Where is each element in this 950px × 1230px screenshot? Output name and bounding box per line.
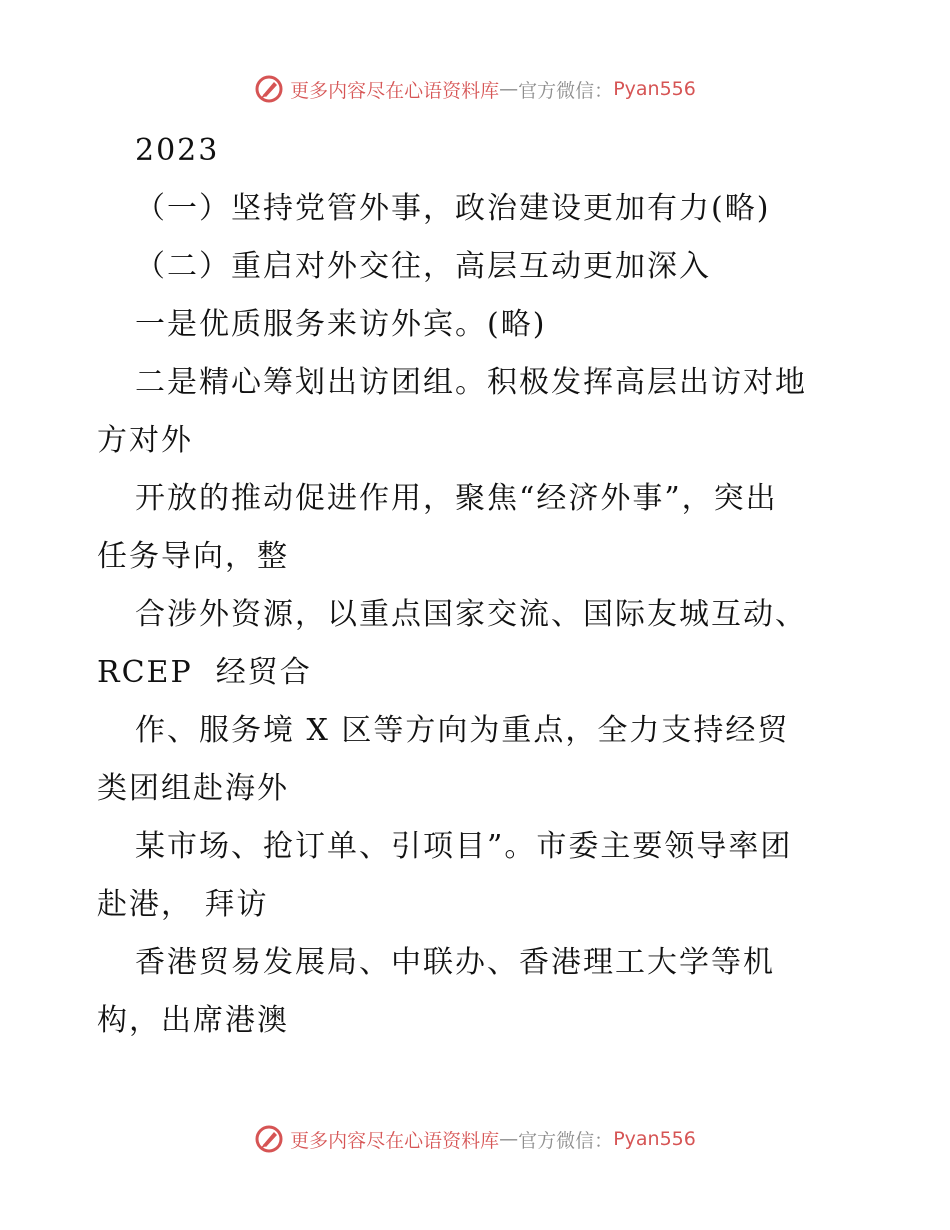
doc-line: 某市场、抢订单、引项目”。市委主要领导率团 [135, 829, 793, 864]
watermark-separator: — [499, 78, 519, 100]
doc-line-year: 2023 [135, 133, 220, 168]
watermark-text: 更多内容尽在心语资料库 [290, 79, 500, 102]
pen-logo-icon [254, 1124, 284, 1154]
doc-line: 构，出席港澳 [97, 1003, 289, 1038]
doc-line: 类团组赴海外 [97, 771, 289, 806]
watermark-label: 官方微信： [518, 79, 614, 102]
doc-line-heading-1: （一）坚持党管外事，政治建设更加有力(略) [135, 191, 771, 226]
doc-line: 香港贸易发展局、中联办、香港理工大学等机 [135, 945, 775, 980]
doc-line: 合涉外资源，以重点国家交流、国际友城互动、 [135, 597, 807, 632]
watermark-label: 官方微信： [518, 1129, 614, 1152]
doc-line-point-2: 二是精心筹划出访团组。积极发挥高层出访对地 [135, 365, 807, 400]
doc-line: 任务导向，整 [97, 539, 289, 574]
doc-line: 作、服务境 X 区等方向为重点，全力支持经贸 [135, 713, 790, 748]
footer-watermark [0, 1124, 950, 1154]
document-body [97, 122, 857, 1050]
watermark-id: Pyan556 [613, 78, 696, 100]
doc-line: 赴港， 拜访 [97, 887, 269, 922]
watermark-text: 更多内容尽在心语资料库 [290, 1129, 500, 1152]
doc-line-point-1: 一是优质服务来访外宾。(略) [135, 307, 547, 342]
watermark-id: Pyan556 [613, 1128, 696, 1150]
doc-line: RCEP 经贸合 [97, 655, 312, 690]
doc-line: 方对外 [97, 423, 193, 458]
doc-line: 开放的推动促进作用，聚焦“经济外事”，突出 [135, 481, 778, 516]
doc-line-heading-2: （二）重启对外交往，高层互动更加深入 [135, 249, 711, 284]
pen-logo-icon [254, 74, 284, 104]
watermark-separator: — [499, 1128, 519, 1150]
header-watermark [0, 74, 950, 104]
